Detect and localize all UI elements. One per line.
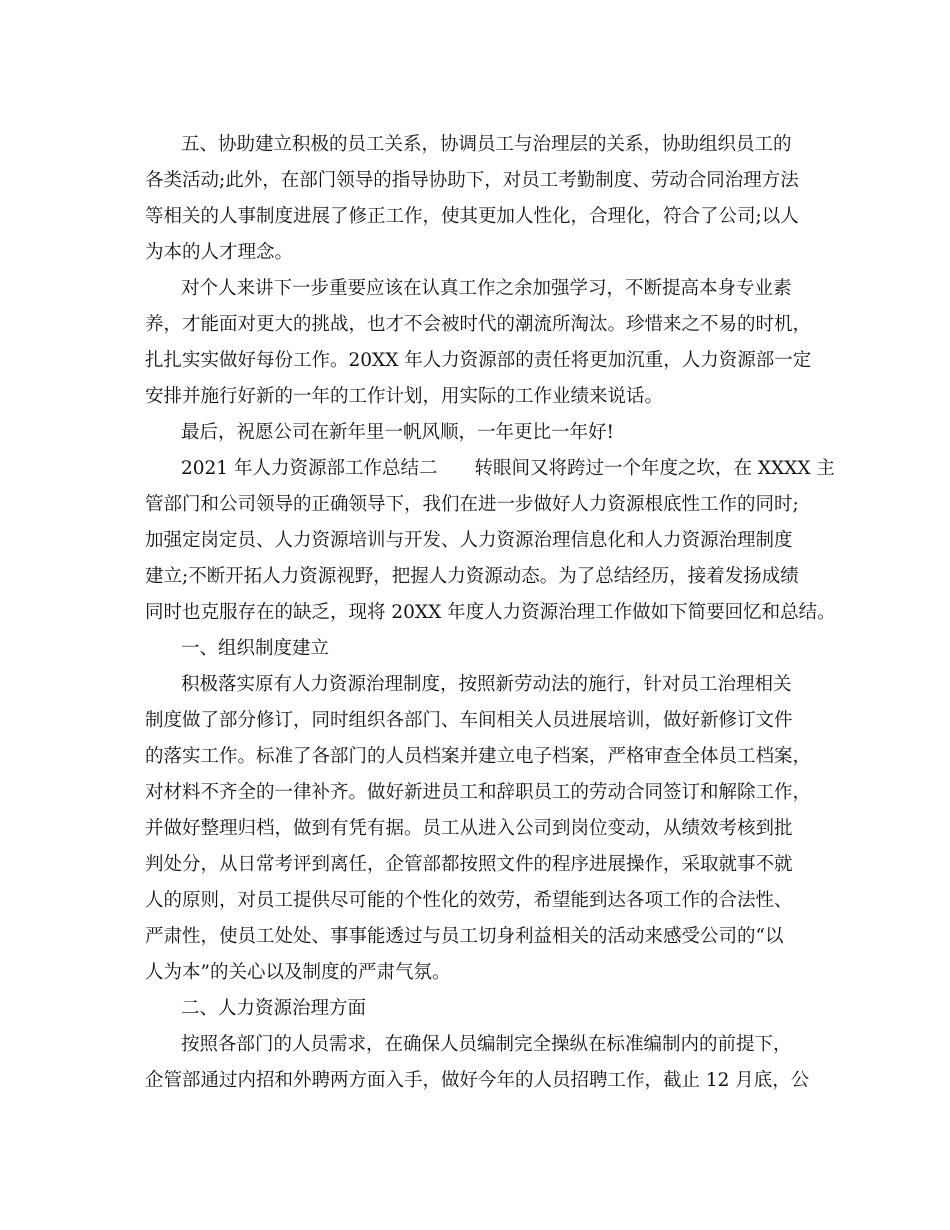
text-line: 五、协助建立积极的员工关系，协调员工与治理层的关系，协助组织员工的 xyxy=(181,134,792,155)
text-line: 并做好整理归档，做到有凭有据。员工从进入公司到岗位变动，从绩效考核到批 xyxy=(145,818,793,839)
section-title-line: 2021 年人力资源部工作总结二 转眼间又将跨过一个年度之坎，在 XXXX 主 xyxy=(181,458,835,479)
text-line: 安排并施行好新的一年的工作计划，用实际的工作业绩来说话。 xyxy=(145,386,664,407)
text-line: 对材料不齐全的一律补齐。做好新进员工和辞职员工的劳动合同签订和解除工作， xyxy=(145,782,812,803)
text-line: 判处分，从日常考评到离任，企管部都按照文件的程序进展操作，采取就事不就 xyxy=(145,854,793,875)
text-line: 建立;不断开拓人力资源视野，把握人力资源动态。为了总结经历，接着发扬成绩 xyxy=(145,566,799,587)
text-line: 积极落实原有人力资源治理制度，按照新劳动法的施行，针对员工治理相关 xyxy=(181,674,792,695)
text-line: 养，才能面对更大的挑战，也才不会被时代的潮流所淘汰。珍惜来之不易的时机， xyxy=(145,314,812,335)
text-line: 为本的人才理念。 xyxy=(145,242,294,263)
text-line: 扎扎实实做好每份工作。20XX 年人力资源部的责任将更加沉重，人力资源部一定 xyxy=(145,350,812,371)
text-line: 人为本”的关心以及制度的严肃气氛。 xyxy=(145,962,451,983)
text-line: 按照各部门的人员需求，在确保人员编制完全操纵在标准编制内的前提下， xyxy=(181,1034,792,1055)
text-line: 等相关的人事制度进展了修正工作，使其更加人性化，合理化，符合了公司;以人 xyxy=(145,206,799,227)
text-line: 制度做了部分修订，同时组织各部门、车间相关人员进展培训，做好新修订文件 xyxy=(145,710,793,731)
section-heading: 一、组织制度建立 xyxy=(181,638,330,659)
section-heading: 二、人力资源治理方面 xyxy=(181,998,367,1019)
text-line: 严肃性，使员工处处、事事能透过与员工切身利益相关的活动来感受公司的“以 xyxy=(145,926,784,947)
text-line: 同时也克服存在的缺乏，现将 20XX 年度人力资源治理工作做如下简要回忆和总结。 xyxy=(145,602,836,623)
text-line: 各类活动;此外，在部门领导的指导协助下，对员工考勤制度、劳动合同治理方法 xyxy=(145,170,799,191)
text-line: 的落实工作。标准了各部门的人员档案并建立电子档案，严格审查全体员工档案， xyxy=(145,746,812,767)
text-line: 企管部通过内招和外聘两方面入手，做好今年的人员招聘工作，截止 12 月底，公 xyxy=(145,1070,810,1091)
text-line: 加强定岗定员、人力资源培训与开发、人力资源治理信息化和人力资源治理制度 xyxy=(145,530,793,551)
text-line: 人的原则，对员工提供尽可能的个性化的效劳，希望能到达各项工作的合法性、 xyxy=(145,890,793,911)
text-line: 最后，祝愿公司在新年里一帆风顺，一年更比一年好! xyxy=(181,422,614,443)
text-line: 管部门和公司领导的正确领导下，我们在进一步做好人力资源根底性工作的同时; xyxy=(145,494,799,515)
text-line: 对个人来讲下一步重要应该在认真工作之余加强学习，不断提高本身专业素 xyxy=(181,278,792,299)
